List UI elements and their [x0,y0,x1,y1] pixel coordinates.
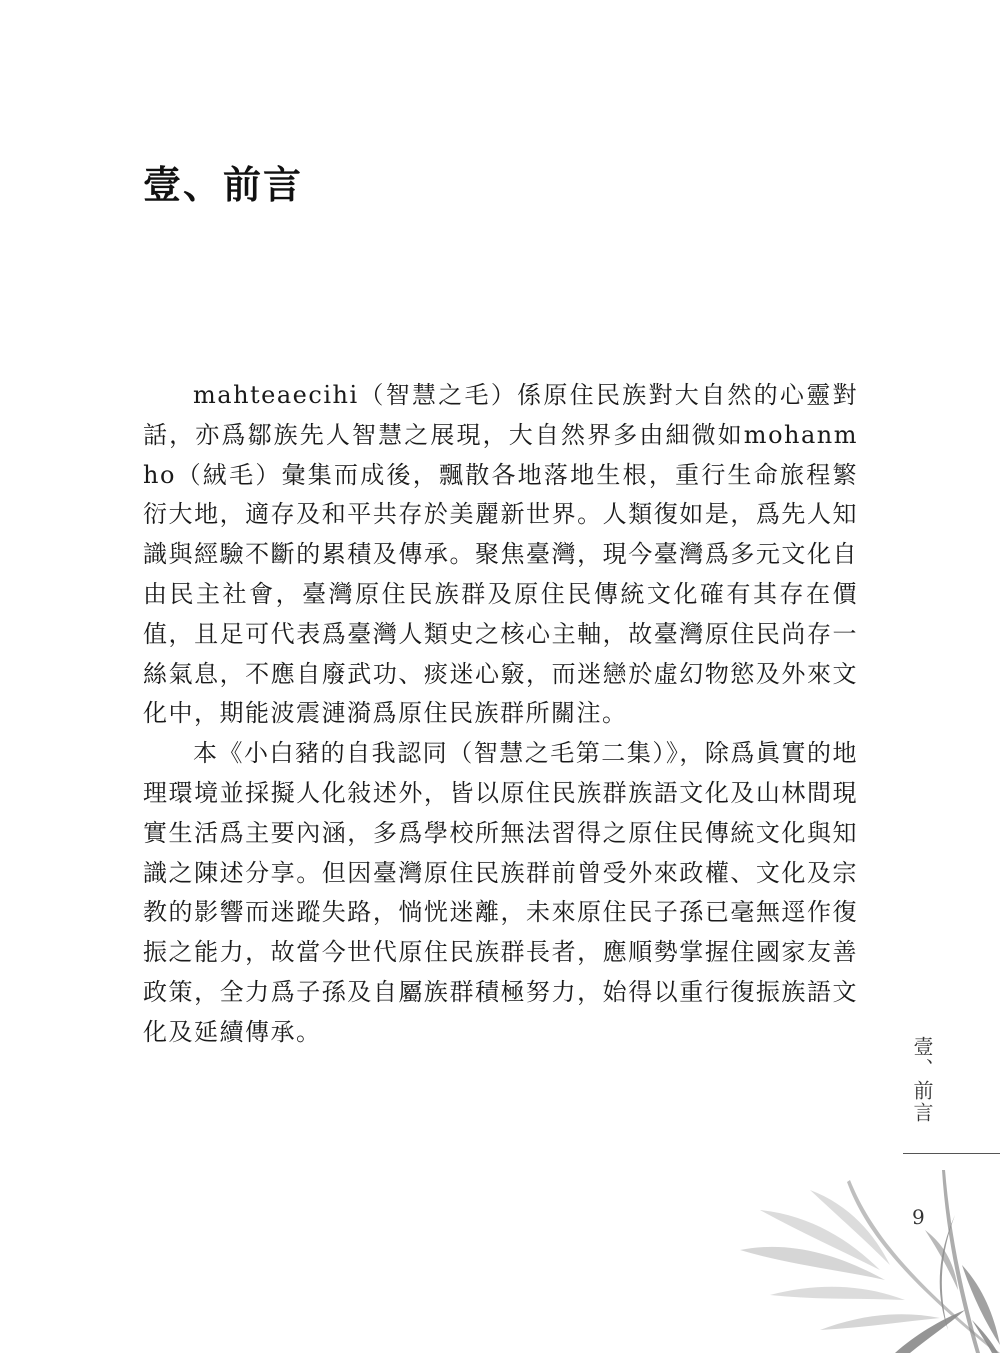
running-section-label: 壹、前言 [910,1036,934,1124]
page-number: 9 [912,1205,925,1229]
paragraph-1: mahteaecihi（智慧之毛）係原住民族對大自然的心靈對話，亦爲鄒族先人智慧之展現，大自然界多由細微如mohanmho（絨毛）彙集而成後，飄散各地落地生根，重行生命旅程繁衍大地，適存及和平共存於美麗新世界。人類復如是，爲先人知識與經驗不斷的累積及傳承。聚焦臺灣，現今臺灣爲多元文化自由民主社會，臺灣原住民族群及原住民傳統文化確有其存在價值，且足可代表爲臺灣人類史之核心主軸，故臺灣原住民尚存一絲氣息，不應自廢武功、痰迷心竅，而迷戀於虛幻物慾及外來文化中，期能波震漣漪爲原住民族群所關注。 [143,381,858,728]
body-text [143,376,858,1053]
paragraph-2: 本《小白豬的自我認同（智慧之毛第二集）》，除爲眞實的地理環境並採擬人化敍述外，皆以原住民族群族語文化及山林間現實生活爲主要內涵，多爲學校所無法習得之原住民傳統文化與知識之陳述分享。但因臺灣原住民族群前曾受外來政權、文化及宗教的影響而迷蹤失路，惝恍迷離，未來原住民子孫已毫無逕作復振之能力，故當今世代原住民族群長者，應順勢掌握住國家友善政策，全力爲子孫及自屬族群積極努力，始得以重行復振族語文化及延續傳承。 [143,739,858,1046]
chapter-title: 壹、前言 [143,163,304,207]
margin-divider [903,1153,1000,1154]
bamboo-leaf-illustration [700,1170,1000,1353]
